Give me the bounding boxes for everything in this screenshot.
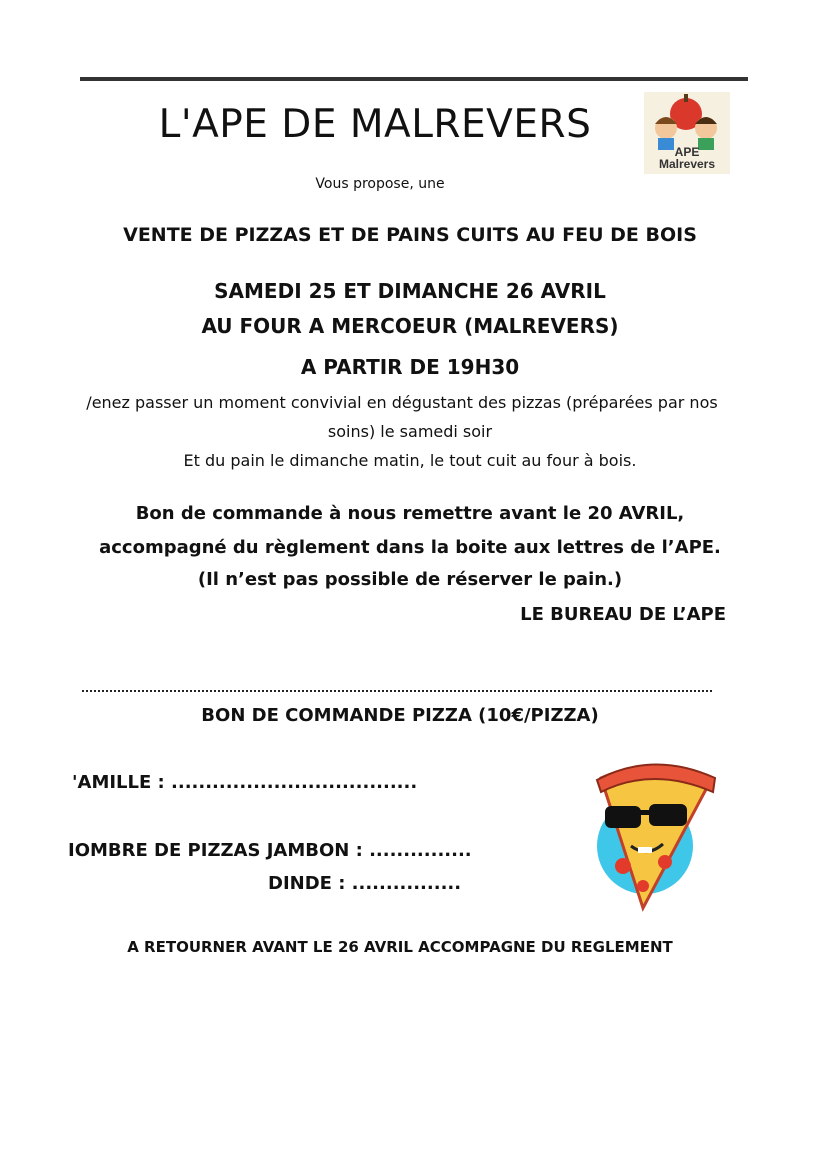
top-rule [80, 77, 748, 81]
logo-text-1: APE [674, 145, 700, 159]
intro-text: Vous propose, une [315, 176, 445, 192]
ape-logo-graphic [644, 92, 730, 174]
ape-logo [644, 92, 730, 174]
family-field[interactable]: 'AMILLE : .................................... [72, 772, 418, 793]
description-line-2: soins) le samedi soir [327, 422, 493, 441]
order-line-3: (Il n’est pas possible de réserver le pain.) [197, 569, 623, 590]
description-line-1: /enez passer un moment convivial en dégustant des pizzas (préparées par nos [86, 393, 718, 412]
cut-line [82, 670, 712, 692]
pizza-graphic [583, 758, 723, 918]
signature: LE BUREAU DE L’APE [520, 604, 726, 625]
event-time: A PARTIR DE 19H30 [300, 355, 520, 379]
event-place: AU FOUR A MERCOEUR (MALREVERS) [201, 314, 619, 338]
page-title: L'APE DE MALREVERS [158, 102, 592, 147]
order-line-1: Bon de commande à nous remettre avant le 20 AVRIL, [135, 503, 685, 524]
order-line-2: accompagné du règlement dans la boite aux lettres de l’APE. [99, 537, 721, 558]
jambon-field[interactable]: IOMBRE DE PIZZAS JAMBON : ............... [68, 840, 472, 861]
footer-note: A RETOURNER AVANT LE 26 AVRIL ACCOMPAGNE DU REGLEMENT [127, 938, 673, 956]
logo-text-2: Malrevers [658, 157, 716, 171]
dinde-field[interactable]: DINDE : ................ [268, 873, 462, 894]
description-line-3: Et du pain le dimanche matin, le tout cuit au four à bois. [183, 451, 637, 470]
form-title: BON DE COMMANDE PIZZA (10€/PIZZA) [201, 705, 599, 726]
event-date: SAMEDI 25 ET DIMANCHE 26 AVRIL [214, 279, 606, 303]
pizza-icon [583, 758, 723, 918]
event-headline: VENTE DE PIZZAS ET DE PAINS CUITS AU FEU DE BOIS [123, 224, 697, 246]
